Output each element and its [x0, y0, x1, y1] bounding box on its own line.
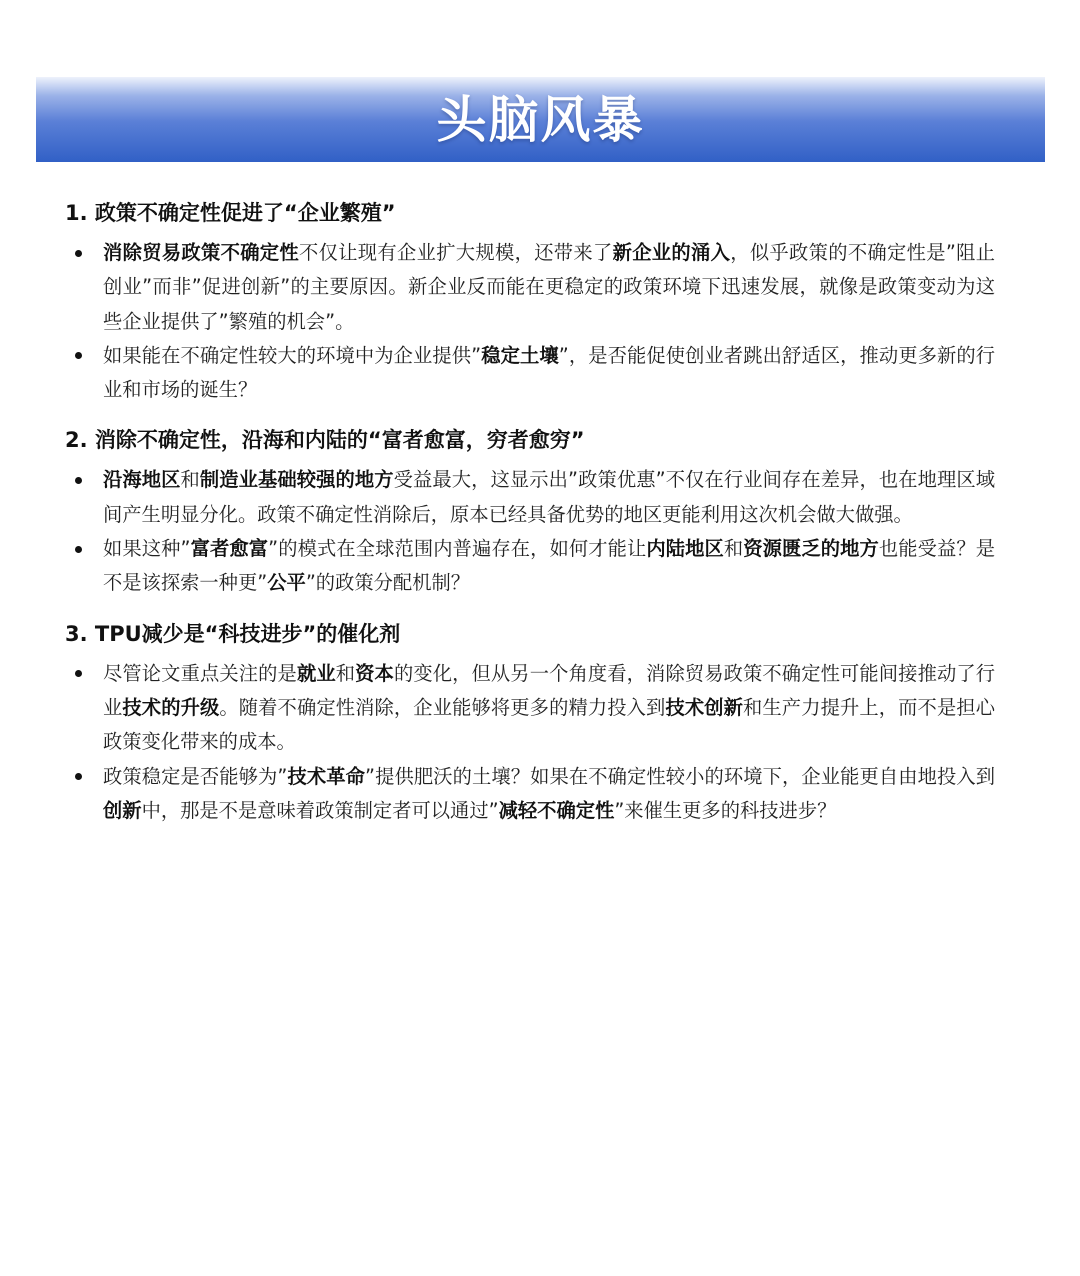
- section-heading: 1. 政策不确定性促进了“企业繁殖”: [65, 201, 396, 225]
- bullet-dot-icon: [75, 773, 82, 780]
- plain-text: 如果这种”: [103, 537, 191, 561]
- plain-text: ”提供肥沃的土壤？如果在不确定性较小的环境下，企业能更自由地投入到: [364, 764, 995, 788]
- bullet-text: [103, 339, 995, 408]
- plain-text: ”的模式在全球范围内普遍存在，如何才能让: [268, 537, 647, 561]
- bold-text: 消除贸易政策不确定性: [103, 241, 299, 264]
- bullet-dot-icon: [75, 546, 82, 553]
- section-1: [65, 196, 995, 407]
- plain-text: 政策稳定是否能够为”: [103, 764, 288, 788]
- plain-text: 也能受益？是不是该探索一种更”: [103, 537, 996, 595]
- bullet-item: [65, 532, 995, 601]
- bullet-item: [65, 657, 995, 760]
- bold-text: 富者愈富: [190, 537, 269, 561]
- plain-text: 的变化，但从另一个角度看，消除贸易政策不确定性可能间接推动了行业: [103, 661, 996, 719]
- bold-text: 内陆地区: [646, 537, 724, 561]
- bullet-item: [65, 339, 995, 408]
- bold-text: 技术创新: [665, 695, 744, 719]
- bullet-dot-icon: [75, 670, 82, 677]
- plain-text: 中，那是不是意味着政策制定者可以通过”: [141, 798, 499, 822]
- plain-text: 如果能在不确定性较大的环境中为企业提供”: [103, 343, 482, 367]
- plain-text: 受益最大，这显示出”政策优惠”不仅在行业间存在差异，也在地理区域间产生明显分化。政策不确定性消除后，原本已经具备优势的地区更能利用这次机会做大做强。: [103, 468, 996, 526]
- plain-text: ”来催生更多的科技进步？: [614, 798, 837, 822]
- bullet-text: [103, 463, 995, 532]
- plain-text: 。随着不确定性消除，企业能够将更多的精力投入到: [219, 695, 666, 719]
- plain-text: 和生产力提升上，而不是担心政策变化带来的成本。: [103, 695, 996, 754]
- section-2: [65, 423, 995, 600]
- section-heading: 2. 消除不确定性，沿海和内陆的“富者愈富，穷者愈穷”: [65, 428, 585, 453]
- bold-text: 制造业基础较强的地方: [199, 468, 394, 492]
- bullet-text: [103, 760, 995, 829]
- plain-text: ”，是否能促使创业者跳出舒适区，推动更多新的行业和市场的诞生？: [103, 343, 995, 402]
- plain-text: 不仅让现有企业扩大规模，还带来了: [299, 241, 613, 264]
- bullet-dot-icon: [75, 352, 82, 359]
- bullet-item: [65, 463, 995, 532]
- bold-text: 技术的升级: [122, 695, 220, 719]
- bold-text: 稳定土壤: [481, 343, 559, 367]
- plain-text: ，似乎政策的不确定性是”阻止创业”而非”促进创新”的主要原因。新企业反而能在更稳定的政策环境下迅速发展，就像是政策变动为这些企业提供了”繁殖的机会”。: [103, 241, 996, 333]
- title-banner: [36, 77, 1045, 162]
- bullet-item: [65, 760, 995, 829]
- bullet-text: [103, 657, 995, 760]
- bold-text: 减轻不确定性: [498, 798, 615, 822]
- plain-text: 和: [180, 468, 200, 492]
- bold-text: 公平: [267, 571, 306, 595]
- bullet-list: [65, 463, 995, 600]
- bullet-list: [65, 657, 995, 828]
- section-3: [65, 617, 995, 828]
- bullet-text: [103, 532, 995, 601]
- bullet-list: [65, 236, 995, 407]
- plain-text: 和: [335, 661, 356, 685]
- bold-text: 技术革命: [287, 764, 365, 788]
- plain-text: 和: [723, 537, 744, 561]
- section-heading: 3. TPU减少是“科技进步”的催化剂: [65, 621, 401, 646]
- bullet-text: [103, 236, 995, 339]
- bullet-item: [65, 236, 995, 339]
- bullet-dot-icon: [75, 250, 82, 257]
- bold-text: 资源匮乏的地方: [743, 537, 879, 561]
- page-title: 头脑风暴: [436, 90, 645, 149]
- plain-text: 尽管论文重点关注的是: [103, 661, 297, 685]
- bold-text: 创新: [103, 798, 142, 822]
- main-content: [65, 196, 995, 844]
- bold-text: 资本: [355, 661, 394, 685]
- plain-text: ”的政策分配机制？: [305, 571, 471, 595]
- bullet-dot-icon: [75, 477, 82, 484]
- bold-text: 新企业的涌入: [612, 241, 731, 264]
- bold-text: 就业: [296, 661, 336, 685]
- bold-text: 沿海地区: [103, 468, 181, 492]
